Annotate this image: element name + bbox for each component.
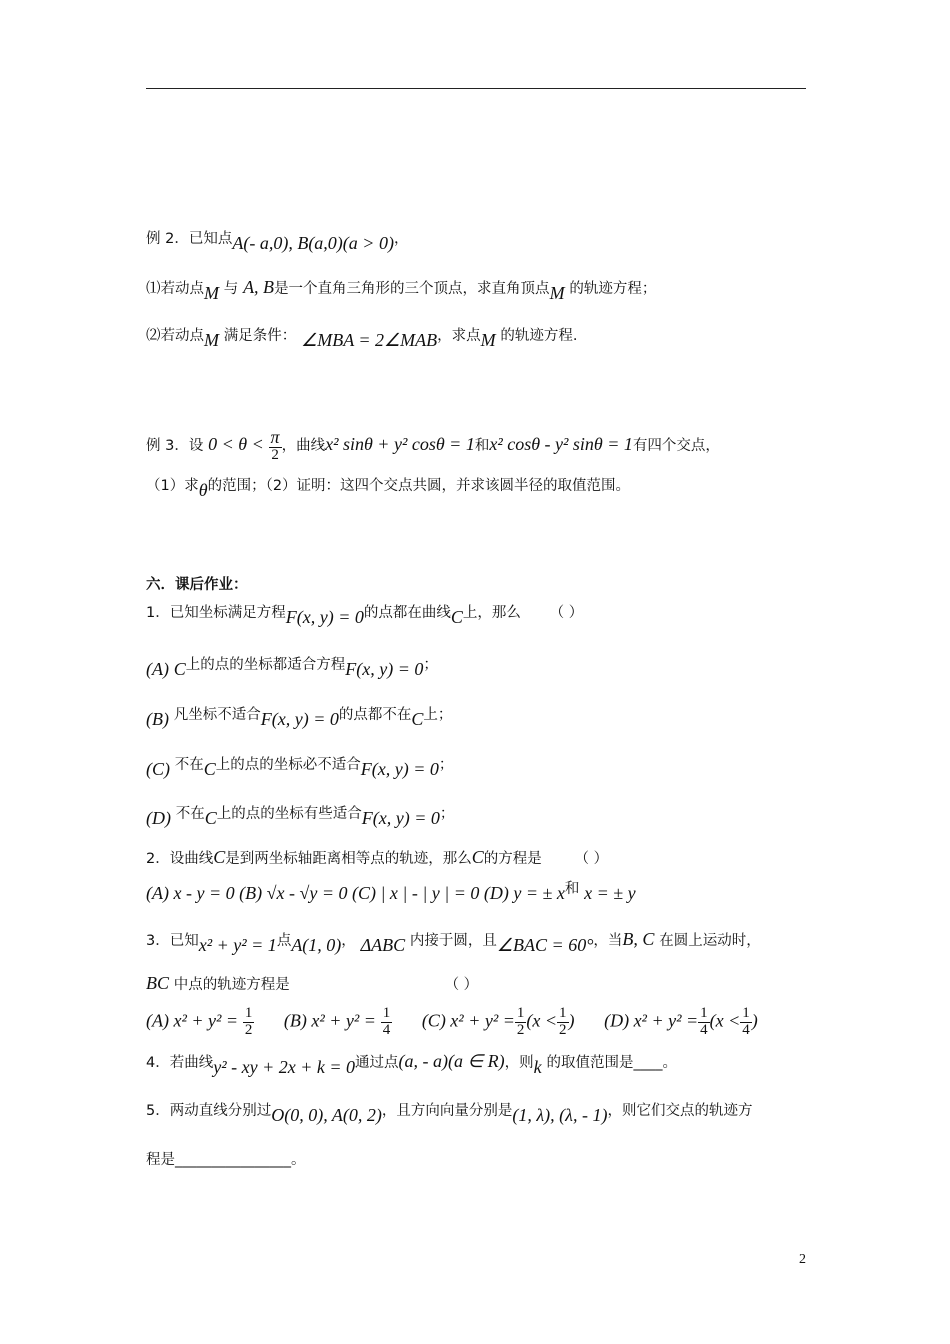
option-end: ； (439, 806, 455, 822)
hw-q3-opt-a: (A) x² + y² = (146, 1010, 239, 1031)
hw-q1-option-b (146, 704, 453, 729)
hw-q3-opt-b: (B) x² + y² = (283, 1010, 376, 1031)
var-k: k (533, 1057, 542, 1077)
fraction (243, 1006, 255, 1039)
hw-q4-point: (a, - a)(a ∈ R) (398, 1051, 505, 1071)
q1-text-a: ⑴若动点 (146, 281, 204, 297)
fraction-denominator: 4 (700, 1021, 708, 1038)
fraction (557, 1006, 569, 1039)
hw-q3-text-d: ，当 (593, 933, 623, 949)
example3-text-b: ，曲线 (281, 437, 326, 454)
hw-q3-triangle: ΔABC (360, 935, 406, 955)
fraction-pi-over-2 (269, 428, 282, 464)
var-m: M (480, 330, 496, 350)
option-label: (D) (146, 808, 171, 828)
example2-q2 (146, 325, 578, 350)
page-number: 2 (799, 1252, 806, 1267)
example3-q-a: （1）求 (146, 478, 199, 494)
option-end: ； (438, 757, 454, 773)
hw-q1-option-a (146, 654, 438, 679)
fraction-denominator: 4 (382, 1021, 391, 1038)
hw-q5-text-b: ，且方向向量分别是 (381, 1103, 513, 1119)
condition-close: ) (568, 1010, 575, 1031)
hw-q5-line2 (146, 1152, 306, 1168)
hw-q1-text-b: 的点都在曲线 (363, 605, 451, 621)
var-c: C (411, 709, 424, 729)
hw-q1-option-d (146, 803, 455, 828)
hw-q3-angle: ∠BAC = 60° (496, 935, 594, 955)
hw-q3-options (146, 1006, 758, 1039)
hw-q3-comma: ， (341, 933, 356, 949)
fraction-denominator: 2 (244, 1021, 253, 1038)
hw-q5-answer-blank: 程是________________。 (146, 1152, 306, 1168)
option-label: (B) (146, 709, 169, 729)
example2-title: 例 2．已知点 (146, 231, 233, 247)
hw-q3-circle: x² + y² = 1 (198, 935, 277, 955)
answer-paren: （ ） (574, 851, 609, 867)
q1-text-c: 是一个直角三角形的三个顶点，求直角顶点 (274, 281, 550, 297)
hw-q3-text-b: 点 (276, 933, 292, 949)
curve-2: x² cosθ - y² sinθ = 1 (489, 433, 633, 454)
hw-q5-vectors: (1, λ), (λ, - 1) (512, 1105, 608, 1125)
hw-q3-opt-d: (D) x² + y² = (604, 1010, 699, 1031)
option-text2: 上的点的坐标必不适合 (215, 757, 361, 773)
var-c: C (203, 759, 216, 779)
hw-q5-points: O(0, 0), A(0, 2) (271, 1105, 382, 1125)
hw-q3-line2-text: 中点的轨迹方程是 (173, 977, 290, 993)
example3-and: 和 (474, 437, 490, 454)
hw-q1-text-d: 上，那么 (462, 605, 521, 621)
fraction-numerator: 1 (382, 1005, 391, 1021)
hw-q4-curve: y² - xy + 2x + k = 0 (213, 1057, 356, 1077)
hw-q1-stem (146, 602, 584, 627)
hw-q3-text-c: 内接于圆，且 (409, 933, 497, 949)
var-c: C (173, 659, 186, 679)
hw-q4-text-a: 4．若曲线 (146, 1055, 214, 1071)
hw-q4-text-c: ，则 (504, 1055, 534, 1071)
example2-title-line (146, 228, 409, 253)
example3-title-line (146, 428, 720, 464)
q2-text-a: ⑵若动点 (146, 328, 204, 344)
hw-q5-text-a: 5．两动直线分别过 (146, 1103, 272, 1119)
header-rule (146, 88, 806, 89)
fraction-numerator: π (270, 427, 280, 447)
var-ab: A, B (243, 277, 275, 297)
hw-q1-option-c (146, 754, 454, 779)
hw-q3-point: A(1, 0) (291, 935, 342, 955)
hw-q4-text-d: 的取值范围是____。 (546, 1055, 677, 1071)
var-c: C (471, 847, 484, 867)
hw-q2-text-b: 是到两坐标轴距离相等点的轨迹，那么 (225, 851, 472, 867)
theta-range: 0 < θ < (208, 433, 264, 454)
homework-heading-line (146, 577, 248, 593)
example2-points: A(- a,0), B(a,0)(a > 0) (232, 233, 394, 253)
option-text: 不在 (175, 806, 205, 822)
hw-q3-text-a: 3．已知 (146, 933, 199, 949)
q2-text-b: 满足条件： (223, 328, 297, 344)
fraction-denominator: 2 (516, 1021, 525, 1038)
fraction (381, 1006, 393, 1039)
hw-q2-options-text: (A) x - y = 0 (B) √x - √y = 0 (C) | x | - | y | = 0 (D) y = ± x (146, 883, 565, 903)
example3-questions (146, 475, 631, 500)
hw-q5-text-c: ，则它们交点的轨迹方 (607, 1103, 753, 1119)
var-m: M (204, 330, 219, 350)
option-eq: F(x, y) = 0 (361, 808, 440, 828)
hw-q3-line2 (146, 974, 478, 993)
hw-q4 (146, 1051, 677, 1077)
hw-q2-tail: x = ± y (584, 883, 636, 903)
hw-q4-text-b: 通过点 (355, 1055, 399, 1071)
q2-text-c: ，求点 (437, 328, 481, 344)
fraction-numerator: 1 (516, 1005, 525, 1021)
hw-q2-options (146, 881, 636, 903)
option-text: 上的点的坐标都适合方程 (185, 657, 346, 673)
option-text: 凡坐标不适合 (173, 707, 261, 723)
example3-text-c: 有四个交点， (632, 437, 720, 454)
hw-q2-stem (146, 848, 608, 867)
hw-q2-text-c: 的方程是 (483, 851, 542, 867)
hw-q1-text-a: 1．已知坐标满足方程 (146, 605, 286, 621)
var-c: C (213, 847, 226, 867)
fraction-numerator: 1 (244, 1005, 253, 1021)
var-c: C (204, 808, 217, 828)
homework-heading: 六．课后作业： (146, 577, 248, 593)
option-eq: F(x, y) = 0 (345, 659, 424, 679)
fraction-denominator: 2 (271, 446, 279, 463)
hw-q3-text-e: 在圆上运动时， (659, 933, 761, 949)
option-end: 上； (423, 707, 453, 723)
option-eq: F(x, y) = 0 (360, 759, 439, 779)
fraction (740, 1006, 752, 1039)
hw-q3-bc: B, C (622, 929, 655, 949)
fraction-numerator: 1 (559, 1005, 567, 1021)
option-text: 不在 (174, 757, 204, 773)
example2-q1 (146, 277, 657, 303)
q1-text-b: 与 (223, 281, 239, 297)
fraction (515, 1006, 527, 1039)
hw-q1-eq: F(x, y) = 0 (285, 607, 364, 627)
hw-q2-text-a: 2．设曲线 (146, 851, 214, 867)
answer-paren: （ ） (444, 977, 479, 993)
fraction-numerator: 1 (700, 1005, 708, 1021)
hw-q2-and: 和 (564, 881, 580, 897)
option-end: ； (423, 657, 438, 673)
fraction-denominator: 4 (742, 1021, 750, 1038)
var-m: M (549, 283, 565, 303)
condition: (x < (526, 1010, 558, 1031)
option-label: (C) (146, 759, 170, 779)
curve-1: x² sinθ + y² cosθ = 1 (325, 433, 475, 454)
example3-q-b: 的范围；（2）证明：这四个交点共圆，并求该圆半径的取值范围。 (207, 478, 631, 494)
hw-q5 (146, 1100, 753, 1125)
option-text2: 的点都不在 (338, 707, 412, 723)
option-eq: F(x, y) = 0 (260, 709, 339, 729)
example2-comma: ， (393, 231, 409, 247)
var-theta: θ (198, 480, 208, 500)
var-c: C (450, 607, 463, 627)
var-m: M (204, 283, 219, 303)
option-label: (A) (146, 659, 169, 679)
option-text2: 上的点的坐标有些适合 (216, 806, 362, 822)
var-bc: BC (146, 973, 170, 993)
fraction-numerator: 1 (742, 1005, 750, 1021)
angle-condition: ∠MBA = 2∠MAB (301, 330, 438, 350)
q1-text-d: 的轨迹方程； (569, 281, 657, 297)
fraction-denominator: 2 (559, 1021, 567, 1038)
q2-text-d: 的轨迹方程. (500, 328, 578, 344)
condition-close: ) (751, 1010, 758, 1031)
condition: (x < (709, 1010, 741, 1031)
fraction (698, 1006, 710, 1039)
example3-title: 例 3．设 (146, 437, 204, 454)
answer-paren: （ ） (549, 605, 584, 621)
hw-q3-stem (146, 929, 761, 955)
hw-q3-opt-c: (C) x² + y² = (421, 1010, 515, 1031)
